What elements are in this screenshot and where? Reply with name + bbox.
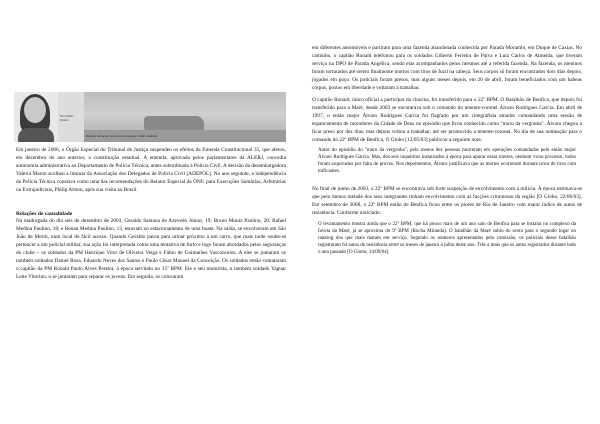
block-quote-1: Autor do episódio do "muro da vergonha", pelo menos dez pessoas morreram em operações comandadas pelo então major Álvaro Rodrigues Garcia. Mas, dos seis inquéritos instaurados à época para apurar essas mortes, nenhum virou processo, todos foram arquivados por falta de provas. Nos depoimentos, Álvaro justificava que as mortes ocorreram durante troca de tiros com traficantes. xyxy=(318,148,576,175)
scene-caption: Policiais retiraram corpos de Nova Iguaçu / Pedro Andrade xyxy=(86,134,157,138)
portrait-caption: Nice Marie Pereira xyxy=(60,114,74,122)
right-paragraph-2: O capitão Ronald, único oficial a participar da chacina, foi transferido para o 22º BPM. O Batalhão de Benfica, que depois foi transferido para a Maré, desde 2003 se encontrava sob o comando do tenente-coronel Álvaro Rodrigues Garcia. Em abril de 1997, o então major Álvaro Rodrigues Garcia foi flagrado por um cinegrafista amador comandando uma sessão de espancamento de moradores da Cidade de Deus no episódio que ficou conhecido como "muro da vergonha". Álvaro chegou a ficar preso por dez dias, mas depois voltou a trabalhar, até ser promovido a tenente-coronel. No dia de sua nomeação para o comando do 22º BPM de Benfica, O Globo [12/05/03] publicou a seguinte nota: xyxy=(312,96,582,144)
left-column xyxy=(16,0,286,424)
right-paragraph-3: No final de junho de 2003, o 22º BPM se encontrava sob forte suspeição de envolvimento com a milícia. À época estimava-se que pelo menos metade dos seus integrantes tinham envolvimento com as facções criminosas da região [O Globo, 22/06/03]. Em setembro de 2008, o 22º BPM então de Benfica ficou entre os piores de Rio de Janeiro com maior índice de autos de resistência. Conforme noticiado: xyxy=(312,186,582,217)
block-quote-2: O levantamento mostra ainda que o 22º BPM, que há pouco mais de um ano saiu de Benfica para se instalar no complexo da favela da Maré, já se aproxima do 9º BPM (Rocha Miranda). O batalhão da Maré subiu do sexto para o segundo lugar no ranking dos que mais matam em serviço. Segundo os números apresentados pela comissão, os policiais desse batalhão registraram 64 autos de resistência entre os meses de janeiro a julho deste ano. Três a mais que os autos registrados durante todo o ano passado [O Globo, 14/09/04]. xyxy=(318,221,576,255)
right-column xyxy=(312,0,582,424)
left-paragraph-1: Em janeiro de 2006, o Órgão Especial do Tribunal de Justiça suspendeu os efeitos da Emenda Constitucional 35, que afetou, em dezembro do ano anterior, a constituição estadual. A emenda, aprovada pelos parlamentares da ALERJ, concedia autonomia administrativa ao Departamento de Polícia Técnica, antes subordinada à Polícia Civil. A decisão da desembargadora Valeria Maron acolheu a liminar da Associação dos Delegados de Polícia Civil [ADEPOL]. No ano seguinte, a independência da Polícia Técnica constava como uma das recomendações do Relator Especial da ONU para Execuções Sumárias, Arbitrárias ou Extrajudiciais, Philip Alston, após sua visita ao Brasil. xyxy=(16,147,286,194)
section-heading: Relações de casualidade xyxy=(16,210,73,217)
right-paragraph-1: em diferentes automóveis e partiram para uma fazenda abandonada conhecida por Parada Morambi, em Duque de Caxias. No caminho, o capitão Ronald telefonou para os soldados Gilberto Ferreira de Paiva e Luiz Carlos de Almeida, que tiveram serviço na DPO de Parada Angélica, sendo elas acompanhados pelos mesmos até a referida fazenda. Na fazenda, os meninos foram torturados até serem finalmente mortos com tiros de fuzil na cabeça. Seus corpos só foram encontrados dois dias depois, jogados em poço. Os policiais foram presos, mas alguns meses depois, em 20 de abril, foram beneficiados com um habeas corpus, postos em liberdade e voltaram a trabalhar. xyxy=(312,45,582,92)
left-paragraph-2: Na madrugada do dia seis de dezembro de 2003, Geraldo Santana de Azevedo Júnior, 19; Bruno Muniz Paulino, 20; Rafael Medina Paulino, 18; e Renan Medina Paulino, 13, estavam no estacionamento de uma boate. Na saída, se envolveram em São João de Meriti, num local de fácil acesso. Quando Geraldo parou para urinar próximo a um carro, que mais tarde soube-se pertencer a um policial militar, sua ação foi interpretada como uma tentativa de furto e logo foram abordados pelos seguranças do clube – os soldados da PM Henrique Vitor de Oliveira Veiga e Fábio de Guimarães Vasconcelos. A eles se juntaram os também soldados Daniel Rosa, Eduardo Neves dos Santos e Paulo César Manoel da Conceição. Os soldados então contataram o capitão da PM Ronald Paulo Alves Pereira, à época servindo no 15º BPM. Ele e seu motorista, o também soldado Yaguar Leite Vitorino, o se juntaram para separar os jovens. Em seguida, os colocaram xyxy=(16,217,286,281)
